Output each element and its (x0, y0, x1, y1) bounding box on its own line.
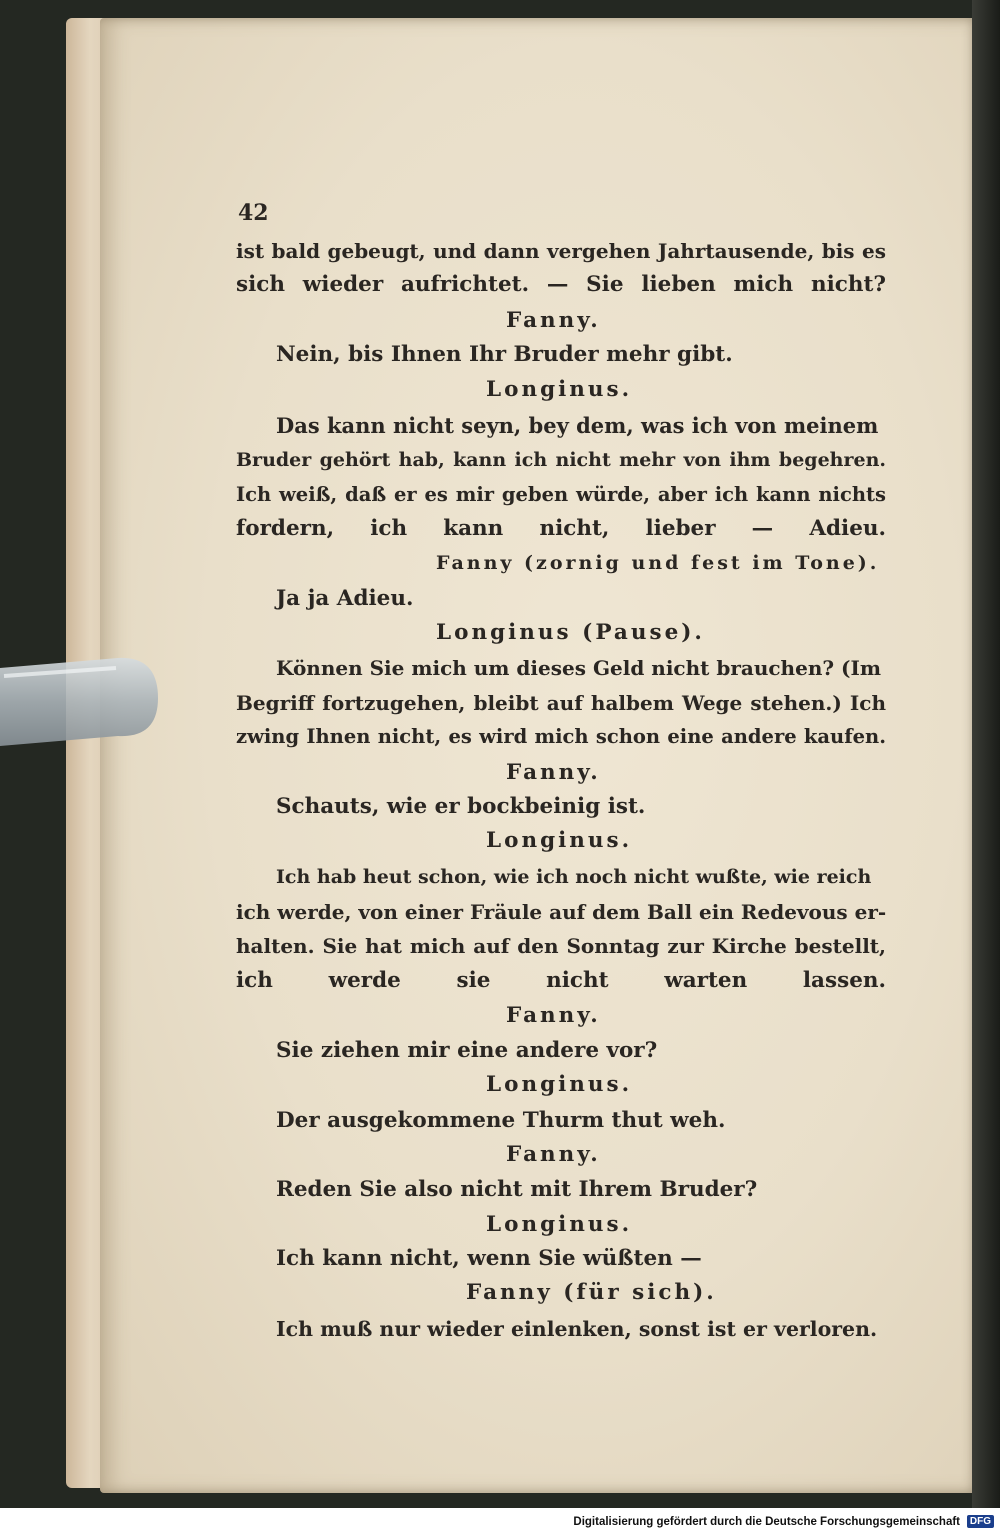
page-holder-clip (0, 650, 160, 746)
footer-bar (0, 1508, 1000, 1532)
text-line: Reden Sie also nicht mit Ihrem Bruder? (276, 1177, 758, 1202)
dfg-logo: DFG (967, 1515, 994, 1528)
text-line: fordern, ich kann nicht, lieber — Adieu. (236, 516, 886, 541)
speaker-name: Fanny. (506, 1003, 601, 1028)
text-line: ich werde, von einer Fräule auf dem Ball ein Redevous er- (236, 900, 887, 924)
speaker-name: Fanny. (506, 760, 601, 785)
text-line: Das kann nicht seyn, bey dem, was ich von meinem (276, 413, 879, 438)
binding-shadow (972, 0, 1000, 1532)
text-line: Der ausgekommene Thurm thut weh. (276, 1108, 726, 1133)
text-line: Ich hab heut schon, wie ich noch nicht wußte, wie reich (276, 866, 872, 888)
text-line: ich werde sie nicht warten lassen. (236, 968, 886, 993)
text-line: Schauts, wie er bockbeinig ist. (276, 794, 646, 819)
speaker-name: Longinus. (486, 1212, 633, 1237)
speaker-name: Longinus. (486, 377, 633, 402)
speaker-name: Fanny. (506, 1142, 601, 1167)
text-line: Nein, bis Ihnen Ihr Bruder mehr gibt. (276, 342, 733, 367)
speaker-name: Longinus. (486, 828, 633, 853)
speaker-name: Fanny (für sich). (466, 1280, 717, 1305)
text-line: Sie ziehen mir eine andere vor? (276, 1038, 658, 1063)
text-line: Bruder gehört hab, kann ich nicht mehr von ihm begehren. (236, 449, 886, 471)
speaker-name: Fanny (zornig und fest im Tone). (436, 552, 880, 574)
speaker-name: Longinus (Pause). (436, 620, 705, 645)
text-line: Ja ja Adieu. (276, 586, 414, 611)
text-line: zwing Ihnen nicht, es wird mich schon eine andere kaufen. (236, 725, 886, 748)
text-line: Ich kann nicht, wenn Sie wüßten — (276, 1246, 702, 1271)
text-line: sich wieder aufrichtet. — Sie lieben mich nicht? (236, 272, 886, 297)
speaker-name: Fanny. (506, 308, 601, 333)
text-line: Begriff fortzugehen, bleibt auf halbem Wege stehen.) Ich (236, 691, 886, 715)
text-line: ist bald gebeugt, und dann vergehen Jahrtausende, bis es (236, 239, 886, 263)
page-number: 42 (238, 200, 269, 226)
text-line: Ich weiß, daß er es mir geben würde, aber ich kann nichts (236, 483, 886, 506)
text-line: Ich muß nur wieder einlenken, sonst ist er verloren. (276, 1317, 878, 1341)
text-line: halten. Sie hat mich auf den Sonntag zur Kirche bestellt, (236, 934, 886, 958)
funding-credit: Digitalisierung gefördert durch die Deutsche Forschungsgemeinschaft (573, 1516, 960, 1528)
text-line: Können Sie mich um dieses Geld nicht brauchen? (Im (276, 656, 882, 680)
speaker-name: Longinus. (486, 1072, 633, 1097)
